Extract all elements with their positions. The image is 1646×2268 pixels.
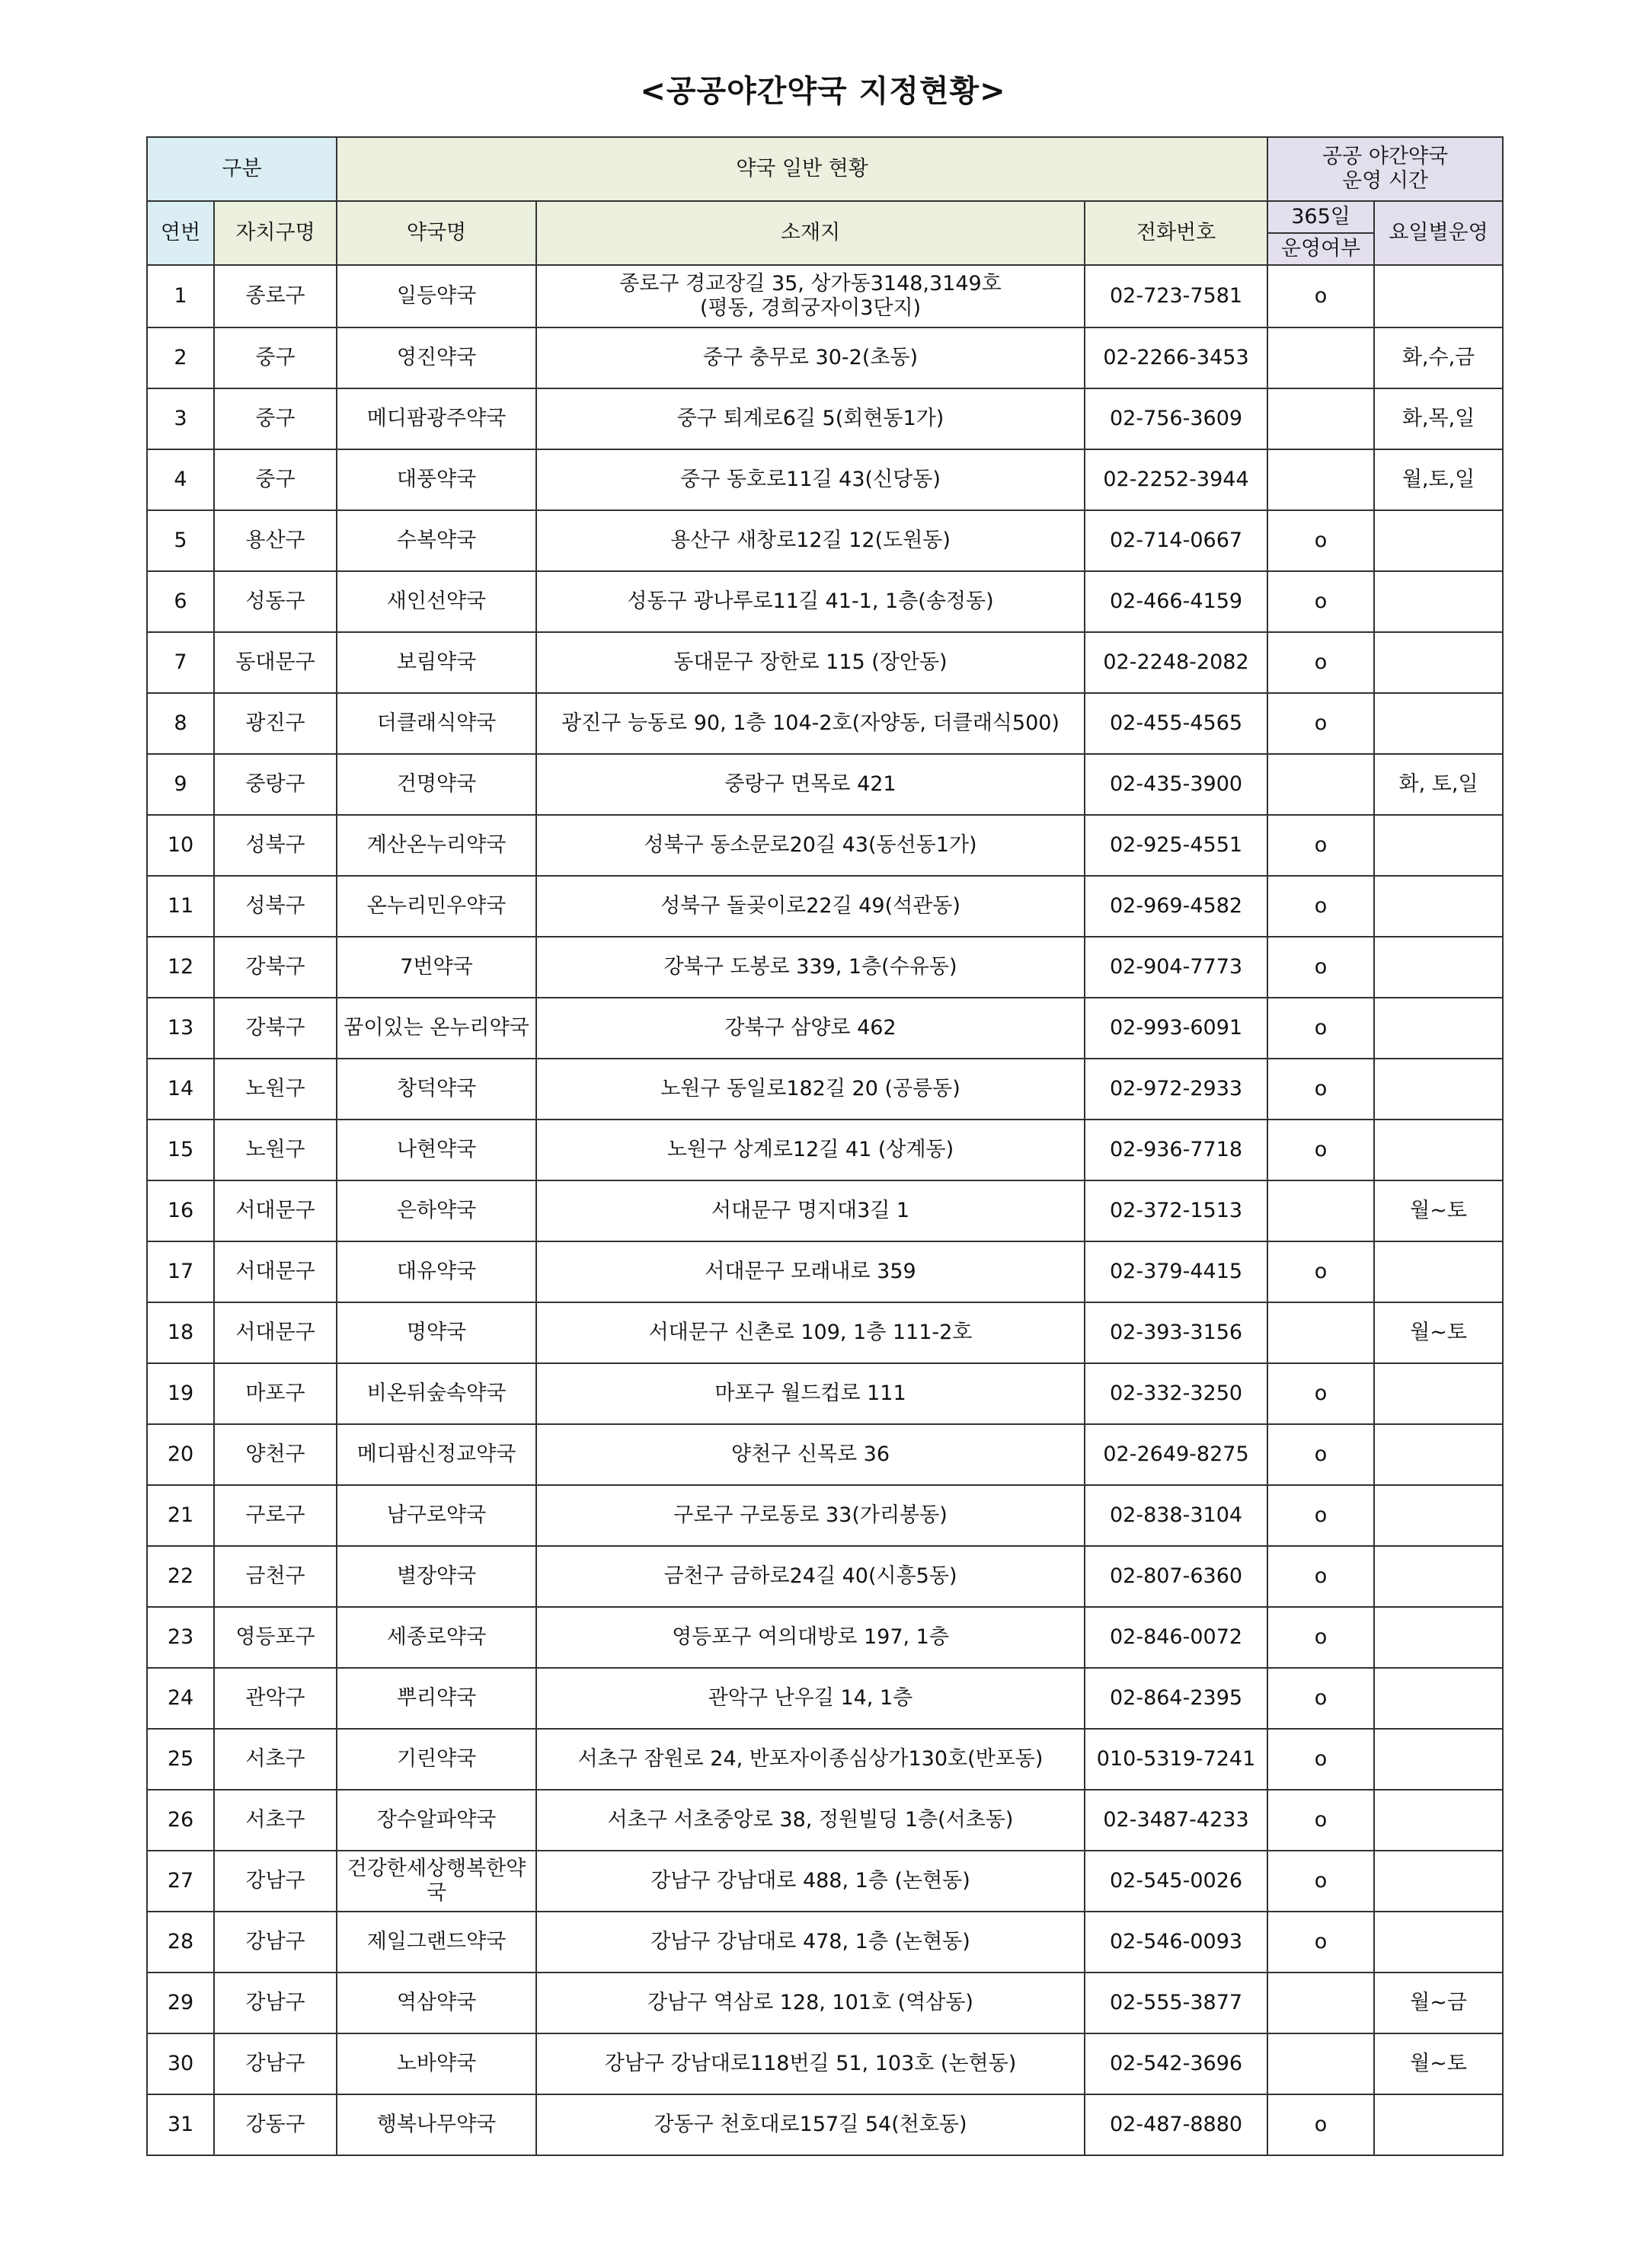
cell-district: 강남구 xyxy=(214,2033,337,2094)
cell-pharmacy-name: 별장약국 xyxy=(337,1546,536,1607)
table-row xyxy=(147,632,1503,693)
cell-district: 성동구 xyxy=(214,571,337,632)
header-district: 자치구명 xyxy=(214,201,337,265)
cell-phone: 02-3487-4233 xyxy=(1085,1790,1267,1851)
cell-address: 강남구 역삼로 128, 101호 (역삼동) xyxy=(536,1973,1085,2033)
cell-365-open xyxy=(1267,1180,1374,1241)
cell-phone: 02-993-6091 xyxy=(1085,998,1267,1059)
cell-365-open: o xyxy=(1267,1790,1374,1851)
cell-phone: 02-925-4551 xyxy=(1085,815,1267,876)
cell-pharmacy-name: 세종로약국 xyxy=(337,1607,536,1668)
table-row xyxy=(147,1424,1503,1485)
cell-weekday-operation: 화,수,금 xyxy=(1374,327,1503,388)
cell-district: 강동구 xyxy=(214,2094,337,2155)
cell-weekday-operation: 월~금 xyxy=(1374,1973,1503,2033)
cell-weekday-operation xyxy=(1374,1546,1503,1607)
cell-phone: 02-2248-2082 xyxy=(1085,632,1267,693)
cell-district: 용산구 xyxy=(214,510,337,571)
cell-pharmacy-name: 일등약국 xyxy=(337,265,536,327)
header-pharmacy-name: 약국명 xyxy=(337,201,536,265)
cell-district: 중랑구 xyxy=(214,754,337,815)
cell-365-open: o xyxy=(1267,1546,1374,1607)
table-row xyxy=(147,998,1503,1059)
cell-phone: 02-714-0667 xyxy=(1085,510,1267,571)
cell-address xyxy=(536,265,1085,327)
cell-pharmacy-name: 보림약국 xyxy=(337,632,536,693)
cell-phone: 02-393-3156 xyxy=(1085,1302,1267,1363)
cell-address: 서초구 잠원로 24, 반포자이종심상가130호(반포동) xyxy=(536,1729,1085,1790)
cell-phone: 02-435-3900 xyxy=(1085,754,1267,815)
table-row xyxy=(147,2033,1503,2094)
pharmacy-table xyxy=(146,136,1504,2156)
cell-phone: 02-838-3104 xyxy=(1085,1485,1267,1546)
cell-district: 중구 xyxy=(214,449,337,510)
cell-address: 영등포구 여의대방로 197, 1층 xyxy=(536,1607,1085,1668)
cell-phone: 02-846-0072 xyxy=(1085,1607,1267,1668)
cell-365-open xyxy=(1267,754,1374,815)
cell-pharmacy-name: 은하약국 xyxy=(337,1180,536,1241)
cell-365-open: o xyxy=(1267,998,1374,1059)
cell-district: 서대문구 xyxy=(214,1241,337,1302)
cell-365-open: o xyxy=(1267,1363,1374,1424)
cell-pharmacy-name: 비온뒤숲속약국 xyxy=(337,1363,536,1424)
cell-365-open xyxy=(1267,449,1374,510)
cell-address: 성북구 돌곶이로22길 49(석관동) xyxy=(536,876,1085,937)
cell-weekday-operation xyxy=(1374,632,1503,693)
cell-365-open: o xyxy=(1267,1424,1374,1485)
cell-phone: 02-723-7581 xyxy=(1085,265,1267,327)
cell-district: 광진구 xyxy=(214,693,337,754)
cell-weekday-operation xyxy=(1374,693,1503,754)
table-row xyxy=(147,571,1503,632)
cell-phone: 02-466-4159 xyxy=(1085,571,1267,632)
page-title: <공공야간약국 지정현황> xyxy=(640,74,1006,109)
cell-weekday-operation xyxy=(1374,1363,1503,1424)
cell-weekday-operation: 화, 토,일 xyxy=(1374,754,1503,815)
table-row xyxy=(147,388,1503,449)
cell-address: 용산구 새창로12길 12(도원동) xyxy=(536,510,1085,571)
cell-address: 강남구 강남대로118번길 51, 103호 (논현동) xyxy=(536,2033,1085,2094)
cell-365-open: o xyxy=(1267,1059,1374,1120)
cell-address: 노원구 동일로182길 20 (공릉동) xyxy=(536,1059,1085,1120)
header-365-bottom: 운영여부 xyxy=(1267,233,1374,265)
table-row xyxy=(147,510,1503,571)
cell-no: 4 xyxy=(147,449,214,510)
cell-phone: 02-379-4415 xyxy=(1085,1241,1267,1302)
cell-address: 서대문구 명지대3길 1 xyxy=(536,1180,1085,1241)
cell-district: 서대문구 xyxy=(214,1302,337,1363)
cell-pharmacy-name: 메디팜신정교약국 xyxy=(337,1424,536,1485)
cell-no: 22 xyxy=(147,1546,214,1607)
cell-district: 구로구 xyxy=(214,1485,337,1546)
cell-365-open: o xyxy=(1267,876,1374,937)
cell-no: 13 xyxy=(147,998,214,1059)
cell-weekday-operation xyxy=(1374,937,1503,998)
cell-365-open xyxy=(1267,1302,1374,1363)
cell-no: 28 xyxy=(147,1912,214,1973)
cell-pharmacy-name: 대풍약국 xyxy=(337,449,536,510)
cell-district: 노원구 xyxy=(214,1120,337,1180)
cell-district: 종로구 xyxy=(214,265,337,327)
header-operating-hours-line2: 운영 시간 xyxy=(1342,169,1428,193)
cell-no: 30 xyxy=(147,2033,214,2094)
table-header xyxy=(147,137,1503,265)
cell-phone: 02-372-1513 xyxy=(1085,1180,1267,1241)
cell-no: 17 xyxy=(147,1241,214,1302)
cell-district: 강북구 xyxy=(214,998,337,1059)
cell-phone: 02-2649-8275 xyxy=(1085,1424,1267,1485)
cell-365-open xyxy=(1267,1973,1374,2033)
cell-district: 금천구 xyxy=(214,1546,337,1607)
cell-weekday-operation xyxy=(1374,1424,1503,1485)
cell-district: 노원구 xyxy=(214,1059,337,1120)
table-row xyxy=(147,1241,1503,1302)
cell-address: 중구 동호로11길 43(신당동) xyxy=(536,449,1085,510)
table-row xyxy=(147,1120,1503,1180)
header-operating-hours-line1: 공공 야간약국 xyxy=(1322,145,1449,168)
cell-weekday-operation xyxy=(1374,1241,1503,1302)
cell-address-line2: (평동, 경희궁자이3단지) xyxy=(699,296,922,320)
cell-365-open xyxy=(1267,2033,1374,2094)
cell-weekday-operation: 월~토 xyxy=(1374,2033,1503,2094)
cell-pharmacy-name: 온누리민우약국 xyxy=(337,876,536,937)
cell-address: 성북구 동소문로20길 43(동선동1가) xyxy=(536,815,1085,876)
cell-no: 16 xyxy=(147,1180,214,1241)
header-weekday-operation: 요일별운영 xyxy=(1374,201,1503,265)
cell-district: 관악구 xyxy=(214,1668,337,1729)
cell-address: 강북구 삼양로 462 xyxy=(536,998,1085,1059)
cell-pharmacy-name: 장수알파약국 xyxy=(337,1790,536,1851)
cell-weekday-operation xyxy=(1374,571,1503,632)
header-365-top: 365일 xyxy=(1267,201,1374,233)
cell-no: 29 xyxy=(147,1973,214,2033)
cell-365-open: o xyxy=(1267,1607,1374,1668)
cell-phone: 02-2252-3944 xyxy=(1085,449,1267,510)
table-row xyxy=(147,1302,1503,1363)
cell-pharmacy-name: 수복약국 xyxy=(337,510,536,571)
table-row xyxy=(147,327,1503,388)
cell-district: 중구 xyxy=(214,327,337,388)
cell-365-open: o xyxy=(1267,2094,1374,2155)
table-row xyxy=(147,815,1503,876)
cell-phone: 02-807-6360 xyxy=(1085,1546,1267,1607)
cell-no: 14 xyxy=(147,1059,214,1120)
cell-district: 마포구 xyxy=(214,1363,337,1424)
cell-weekday-operation xyxy=(1374,265,1503,327)
cell-address: 서대문구 모래내로 359 xyxy=(536,1241,1085,1302)
cell-pharmacy-name: 메디팜광주약국 xyxy=(337,388,536,449)
cell-no: 6 xyxy=(147,571,214,632)
cell-district: 서초구 xyxy=(214,1729,337,1790)
cell-address: 노원구 상계로12길 41 (상계동) xyxy=(536,1120,1085,1180)
table-row xyxy=(147,1912,1503,1973)
cell-no: 3 xyxy=(147,388,214,449)
cell-365-open: o xyxy=(1267,1120,1374,1180)
cell-address: 서대문구 신촌로 109, 1층 111-2호 xyxy=(536,1302,1085,1363)
cell-pharmacy-name: 영진약국 xyxy=(337,327,536,388)
cell-district: 서대문구 xyxy=(214,1180,337,1241)
cell-no: 8 xyxy=(147,693,214,754)
table-row xyxy=(147,1180,1503,1241)
cell-weekday-operation: 화,목,일 xyxy=(1374,388,1503,449)
table-row xyxy=(147,1851,1503,1912)
cell-weekday-operation xyxy=(1374,815,1503,876)
cell-weekday-operation xyxy=(1374,1729,1503,1790)
cell-address: 금천구 금하로24길 40(시흥5동) xyxy=(536,1546,1085,1607)
table-row xyxy=(147,1059,1503,1120)
cell-address: 강남구 강남대로 478, 1층 (논현동) xyxy=(536,1912,1085,1973)
cell-weekday-operation: 월~토 xyxy=(1374,1180,1503,1241)
cell-address: 중구 충무로 30-2(초동) xyxy=(536,327,1085,388)
cell-address: 중랑구 면목로 421 xyxy=(536,754,1085,815)
cell-pharmacy-name-line2: 국 xyxy=(426,1881,447,1905)
cell-pharmacy-name: 나현약국 xyxy=(337,1120,536,1180)
cell-pharmacy-name: 행복나무약국 xyxy=(337,2094,536,2155)
cell-365-open: o xyxy=(1267,1241,1374,1302)
cell-pharmacy-name: 제일그랜드약국 xyxy=(337,1912,536,1973)
cell-weekday-operation xyxy=(1374,998,1503,1059)
cell-district: 동대문구 xyxy=(214,632,337,693)
cell-no: 20 xyxy=(147,1424,214,1485)
table-row xyxy=(147,2094,1503,2155)
cell-no: 10 xyxy=(147,815,214,876)
cell-365-open: o xyxy=(1267,1729,1374,1790)
table-row xyxy=(147,1668,1503,1729)
table-row xyxy=(147,754,1503,815)
cell-address: 동대문구 장한로 115 (장안동) xyxy=(536,632,1085,693)
cell-weekday-operation xyxy=(1374,1485,1503,1546)
cell-phone: 02-555-3877 xyxy=(1085,1973,1267,2033)
cell-weekday-operation xyxy=(1374,1607,1503,1668)
cell-district: 강남구 xyxy=(214,1851,337,1912)
cell-pharmacy-name: 꿈이있는 온누리약국 xyxy=(337,998,536,1059)
cell-phone: 010-5319-7241 xyxy=(1085,1729,1267,1790)
cell-phone: 02-332-3250 xyxy=(1085,1363,1267,1424)
cell-365-open: o xyxy=(1267,1485,1374,1546)
cell-weekday-operation: 월,토,일 xyxy=(1374,449,1503,510)
cell-weekday-operation xyxy=(1374,1668,1503,1729)
cell-no: 12 xyxy=(147,937,214,998)
cell-district: 영등포구 xyxy=(214,1607,337,1668)
cell-pharmacy-name: 명약국 xyxy=(337,1302,536,1363)
cell-no: 2 xyxy=(147,327,214,388)
cell-no: 24 xyxy=(147,1668,214,1729)
cell-phone: 02-2266-3453 xyxy=(1085,327,1267,388)
cell-365-open: o xyxy=(1267,1851,1374,1912)
cell-no: 21 xyxy=(147,1485,214,1546)
cell-no: 1 xyxy=(147,265,214,327)
cell-365-open: o xyxy=(1267,937,1374,998)
cell-weekday-operation xyxy=(1374,1120,1503,1180)
cell-no: 7 xyxy=(147,632,214,693)
table-row xyxy=(147,1973,1503,2033)
table-row xyxy=(147,1363,1503,1424)
cell-address: 서초구 서초중앙로 38, 정원빌딩 1층(서초동) xyxy=(536,1790,1085,1851)
cell-district: 양천구 xyxy=(214,1424,337,1485)
cell-address: 강북구 도봉로 339, 1층(수유동) xyxy=(536,937,1085,998)
cell-pharmacy-name: 건명약국 xyxy=(337,754,536,815)
cell-district: 강남구 xyxy=(214,1973,337,2033)
cell-pharmacy-name: 7번약국 xyxy=(337,937,536,998)
cell-pharmacy-name xyxy=(337,1851,536,1912)
cell-district: 성북구 xyxy=(214,815,337,876)
cell-address-line1: 종로구 경교장길 35, 상가동3148,3149호 xyxy=(619,272,1002,295)
cell-365-open xyxy=(1267,327,1374,388)
cell-address: 강남구 강남대로 488, 1층 (논현동) xyxy=(536,1851,1085,1912)
cell-pharmacy-name: 남구로약국 xyxy=(337,1485,536,1546)
cell-pharmacy-name: 기린약국 xyxy=(337,1729,536,1790)
cell-pharmacy-name: 계산온누리약국 xyxy=(337,815,536,876)
cell-weekday-operation xyxy=(1374,1912,1503,1973)
cell-weekday-operation xyxy=(1374,2094,1503,2155)
cell-address: 강동구 천호대로157길 54(천호동) xyxy=(536,2094,1085,2155)
cell-pharmacy-name: 창덕약국 xyxy=(337,1059,536,1120)
cell-phone: 02-904-7773 xyxy=(1085,937,1267,998)
cell-no: 23 xyxy=(147,1607,214,1668)
cell-no: 18 xyxy=(147,1302,214,1363)
cell-address: 구로구 구로동로 33(가리봉동) xyxy=(536,1485,1085,1546)
cell-district: 강북구 xyxy=(214,937,337,998)
cell-phone: 02-545-0026 xyxy=(1085,1851,1267,1912)
table-row xyxy=(147,937,1503,998)
cell-no: 9 xyxy=(147,754,214,815)
table-row xyxy=(147,1546,1503,1607)
cell-365-open xyxy=(1267,388,1374,449)
cell-365-open: o xyxy=(1267,1912,1374,1973)
cell-365-open: o xyxy=(1267,632,1374,693)
table-row xyxy=(147,876,1503,937)
cell-365-open: o xyxy=(1267,815,1374,876)
cell-pharmacy-name: 대유약국 xyxy=(337,1241,536,1302)
cell-no: 26 xyxy=(147,1790,214,1851)
cell-no: 31 xyxy=(147,2094,214,2155)
cell-365-open: o xyxy=(1267,693,1374,754)
table-body xyxy=(147,265,1503,2155)
table-row xyxy=(147,449,1503,510)
cell-no: 25 xyxy=(147,1729,214,1790)
cell-no: 5 xyxy=(147,510,214,571)
cell-365-open: o xyxy=(1267,571,1374,632)
cell-phone: 02-969-4582 xyxy=(1085,876,1267,937)
cell-phone: 02-455-4565 xyxy=(1085,693,1267,754)
cell-no: 19 xyxy=(147,1363,214,1424)
header-general-status: 약국 일반 현황 xyxy=(337,137,1267,201)
cell-address: 마포구 월드컵로 111 xyxy=(536,1363,1085,1424)
header-operating-hours xyxy=(1267,137,1503,201)
cell-pharmacy-name: 새인선약국 xyxy=(337,571,536,632)
header-phone: 전화번호 xyxy=(1085,201,1267,265)
cell-weekday-operation xyxy=(1374,876,1503,937)
table-row xyxy=(147,1790,1503,1851)
cell-weekday-operation xyxy=(1374,1059,1503,1120)
cell-phone: 02-864-2395 xyxy=(1085,1668,1267,1729)
cell-365-open: o xyxy=(1267,510,1374,571)
cell-365-open: o xyxy=(1267,1668,1374,1729)
table-row xyxy=(147,693,1503,754)
header-address: 소재지 xyxy=(536,201,1085,265)
header-no: 연번 xyxy=(147,201,214,265)
table-row xyxy=(147,1485,1503,1546)
cell-pharmacy-name-line1: 건강한세상행복한약 xyxy=(347,1857,526,1880)
cell-weekday-operation xyxy=(1374,510,1503,571)
cell-address: 양천구 신목로 36 xyxy=(536,1424,1085,1485)
cell-weekday-operation: 월~토 xyxy=(1374,1302,1503,1363)
cell-no: 11 xyxy=(147,876,214,937)
cell-phone: 02-756-3609 xyxy=(1085,388,1267,449)
cell-phone: 02-487-8880 xyxy=(1085,2094,1267,2155)
cell-no: 27 xyxy=(147,1851,214,1912)
cell-address: 성동구 광나루로11길 41-1, 1층(송정동) xyxy=(536,571,1085,632)
cell-pharmacy-name: 뿌리약국 xyxy=(337,1668,536,1729)
cell-address: 광진구 능동로 90, 1층 104-2호(자양동, 더클래식500) xyxy=(536,693,1085,754)
cell-address: 관악구 난우길 14, 1층 xyxy=(536,1668,1085,1729)
cell-address: 중구 퇴계로6길 5(회현동1가) xyxy=(536,388,1085,449)
cell-no: 15 xyxy=(147,1120,214,1180)
table-row xyxy=(147,1729,1503,1790)
cell-district: 성북구 xyxy=(214,876,337,937)
cell-pharmacy-name: 더클래식약국 xyxy=(337,693,536,754)
table-row xyxy=(147,265,1503,327)
cell-phone: 02-936-7718 xyxy=(1085,1120,1267,1180)
cell-district: 강남구 xyxy=(214,1912,337,1973)
cell-district: 서초구 xyxy=(214,1790,337,1851)
cell-pharmacy-name: 역삼약국 xyxy=(337,1973,536,2033)
cell-phone: 02-972-2933 xyxy=(1085,1059,1267,1120)
cell-weekday-operation xyxy=(1374,1851,1503,1912)
cell-district: 중구 xyxy=(214,388,337,449)
header-category: 구분 xyxy=(147,137,337,201)
cell-phone: 02-542-3696 xyxy=(1085,2033,1267,2094)
cell-365-open: o xyxy=(1267,265,1374,327)
cell-pharmacy-name: 노바약국 xyxy=(337,2033,536,2094)
table-row xyxy=(147,1607,1503,1668)
cell-phone: 02-546-0093 xyxy=(1085,1912,1267,1973)
cell-weekday-operation xyxy=(1374,1790,1503,1851)
